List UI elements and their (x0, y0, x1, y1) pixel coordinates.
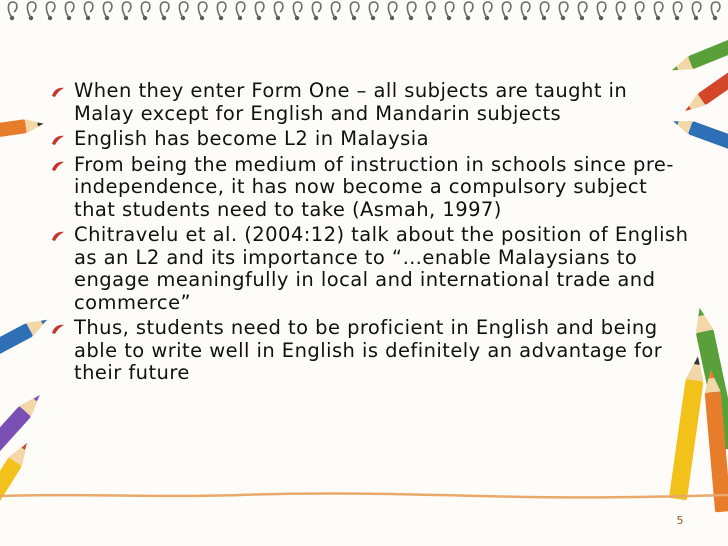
red-curl-bullet-icon (50, 160, 66, 172)
bullet-item (50, 80, 690, 125)
bullet-text: English has become L2 in Malaysia (74, 127, 429, 150)
bullet-item (50, 224, 690, 314)
bullet-text: Thus, students need to be proficient in English and being able to write well in English is definitely an advantage for their future (74, 316, 663, 384)
red-curl-bullet-icon (50, 86, 66, 98)
red-curl-bullet-icon (50, 323, 66, 335)
pencil-icon (0, 314, 51, 369)
red-curl-bullet-icon (50, 134, 66, 146)
bullet-text: When they enter Form One – all subjects are taught in Malay except for English and Mandarin subjects (74, 79, 628, 125)
pencil-icon (0, 439, 34, 534)
pencil-icon (0, 117, 45, 141)
red-curl-bullet-icon (50, 230, 66, 242)
bottom-rule (0, 488, 728, 504)
bullet-text: Chitravelu et al. (2004:12) talk about the position of English as an L2 and its importance to “…enable Malaysians to engage meaningfully in local and international trade and commerce” (74, 223, 689, 314)
bullet-list (50, 80, 690, 388)
pencil-icon (669, 30, 728, 77)
bullet-item (50, 154, 690, 222)
bullet-item (50, 317, 690, 385)
page-number: 5 (676, 514, 684, 527)
bullet-text: From being the medium of instruction in schools since pre-independence, it has now become a compulsory subject that students need to take (Asmah, 1997) (74, 152, 674, 221)
bullet-item (50, 128, 690, 151)
